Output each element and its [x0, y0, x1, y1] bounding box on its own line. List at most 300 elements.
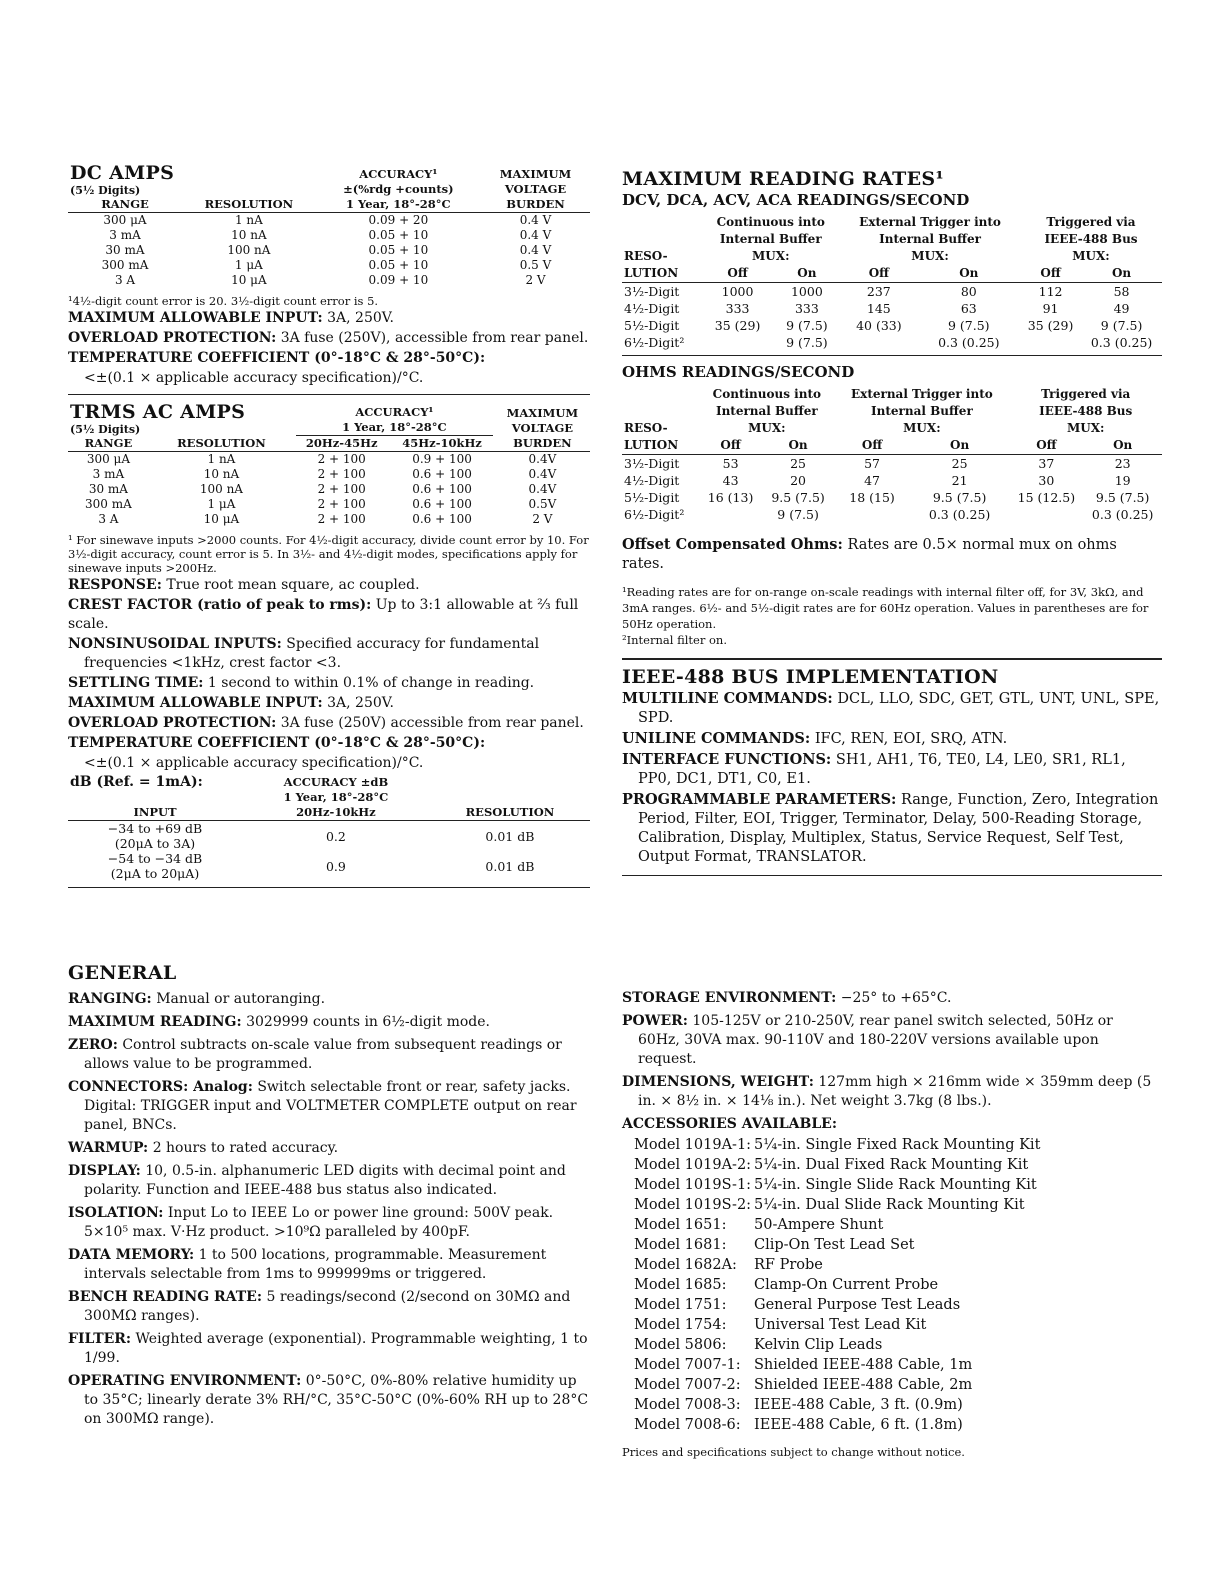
table-row [622, 317, 1162, 334]
item-label: MAXIMUM READING: [68, 1014, 242, 1030]
grp-hdr: External Trigger into [851, 387, 993, 401]
cell-a1: 2 + 100 [317, 467, 366, 481]
acc-hdr-line: ±(%rdg +counts) [343, 182, 454, 196]
accessory-model: Model 1019A-2: [634, 1157, 752, 1173]
item-value: Manual or autoranging. [156, 991, 326, 1007]
max-hdr-line: VOLTAGE [511, 421, 574, 435]
accessory-model: Model 1751: [634, 1297, 727, 1313]
ac-temp-coeff: TEMPERATURE COEFFICIENT (0°-18°C & 28°-50°C): [68, 735, 486, 751]
cell-a2: 0.9 + 100 [412, 452, 472, 466]
on-hdr: On [1113, 438, 1133, 452]
col-range: RANGE [68, 436, 149, 452]
table-row [68, 228, 590, 243]
grp-hdr: Internal Buffer [715, 404, 818, 418]
cell-range: 30 mA [105, 243, 145, 257]
cell-rate: 9.5 (7.5) [1095, 490, 1150, 505]
accessory-desc: Kelvin Clip Leads [754, 1337, 883, 1353]
accessories-label: ACCESSORIES AVAILABLE: [622, 1116, 838, 1132]
general-item [622, 1012, 1152, 1069]
cell-rate: 0.3 (0.25) [938, 335, 1000, 350]
cell-rate: 16 (13) [707, 490, 754, 505]
general-title: GENERAL [68, 962, 177, 984]
item-value: 3029999 counts in 6½-digit mode. [246, 1014, 490, 1030]
db-label: dB (Ref. = 1mA): [70, 774, 203, 790]
ieee-item [622, 729, 1162, 749]
grp-hdr: Internal Buffer [879, 232, 981, 246]
rates-note2: ²Internal filter on. [622, 633, 727, 647]
cell-rate: 9 (7.5) [948, 318, 990, 333]
accessory-model: Model 1019S-2: [634, 1197, 752, 1213]
general-item [68, 990, 590, 1009]
grp-hdr: Triggered via [1041, 387, 1131, 401]
on-hdr: On [959, 266, 979, 280]
table-row [68, 243, 590, 258]
divider [622, 658, 1162, 660]
accessory-desc: Clamp-On Current Probe [754, 1277, 939, 1293]
cell-a2: 0.6 + 100 [412, 512, 472, 526]
cell-acc: 0.09 + 20 [368, 213, 429, 227]
accessory-desc: General Purpose Test Leads [754, 1297, 961, 1313]
acc-hdr-line: ACCURACY¹ [355, 405, 434, 419]
cell-a2: 0.6 + 100 [412, 497, 472, 511]
cell-acc: 0.05 + 10 [368, 228, 429, 242]
accessory-item [622, 1395, 1152, 1415]
item-value: 127mm high × 216mm wide × 359mm deep (5 in. × 8½ in. × 14⅛ in.). Net weight 3.7kg (8 lbs.). [638, 1074, 1152, 1109]
db-acc-hdr: ACCURACY ±dB [283, 775, 389, 789]
ieee-list [622, 689, 1162, 867]
accessory-desc: Shielded IEEE-488 Cable, 1m [754, 1357, 973, 1373]
table-row [68, 851, 590, 881]
item-value: 0°-50°C, 0%-80% relative humidity up to 35°C; linearly derate 3% RH/°C, 35°C-50°C (0%-60% RH up to 28°C on 300MΩ range). [84, 1373, 589, 1427]
accessory-model: Model 1019S-1: [634, 1177, 752, 1193]
item-value: 105-125V or 210-250V, rear panel switch selected, 50Hz or 60Hz, 30VA max. 90-110V and 180-220V versions available upon request. [638, 1013, 1113, 1067]
cell-res: 100 nA [199, 482, 243, 496]
cell-burden: 0.5 V [519, 258, 552, 272]
cell-burden: 2 V [525, 273, 546, 287]
cell-resolution: 5½-Digit [624, 318, 680, 333]
footer-note: Prices and specifications subject to change without notice. [622, 1445, 965, 1459]
ac-max-input: MAXIMUM ALLOWABLE INPUT: 3A, 250V. [68, 695, 394, 711]
ac-response: RESPONSE: True root mean square, ac coupled. [68, 577, 420, 593]
col-freq2: 45Hz-10kHz [389, 436, 494, 452]
general-right [622, 988, 1152, 1459]
ac-settling: SETTLING TIME: 1 second to within 0.1% of change in reading. [68, 675, 535, 691]
cell-resolution: 4½-Digit [624, 301, 680, 316]
accessory-desc: 5¼-in. Dual Fixed Rack Mounting Kit [754, 1157, 1029, 1173]
cell-rate: 9.5 (7.5) [771, 490, 825, 505]
cell-resolution: 6½-Digit² [624, 335, 685, 350]
accessory-model: Model 7007-1: [634, 1357, 741, 1373]
table-row [622, 300, 1162, 317]
item-value: Switch selectable front or rear, safety jacks. Digital: TRIGGER input and VOLTMETER COMPLETE output on rear panel, BNCs. [84, 1079, 577, 1133]
general-item [68, 1078, 590, 1135]
item-value: 5 readings/second (2/second on 30MΩ and 300MΩ ranges). [84, 1289, 571, 1324]
col-input: INPUT [68, 805, 242, 821]
table-row [622, 472, 1162, 489]
cell-acc: 0.09 + 10 [368, 273, 429, 287]
grp-hdr: IEEE-488 Bus [1039, 404, 1133, 418]
item-label: DIMENSIONS, WEIGHT: [622, 1074, 814, 1090]
cell-rate: 112 [1038, 284, 1063, 299]
ac-temp-value: <±(0.1 × applicable accuracy specification)/°C. [84, 755, 424, 771]
cell-rate: 25 [790, 456, 807, 471]
off-hdr: Off [720, 438, 741, 452]
dc-footnote: ¹4½-digit count error is 20. 3½-digit count error is 5. [68, 294, 379, 308]
mux-hdr: MUX: [903, 421, 941, 435]
cell-res: 0.01 dB [485, 858, 535, 874]
item-label: WARMUP: [68, 1140, 149, 1156]
cell-rate: 91 [1042, 301, 1059, 316]
item-value: Control subtracts on-scale value from subsequent readings or allows value to be programmed. [84, 1037, 562, 1072]
input-line: (2μA to 20μA) [110, 866, 200, 881]
grp-hdr: External Trigger into [859, 215, 1001, 229]
accessory-model: Model 7008-3: [634, 1397, 741, 1413]
ac-footnote: ¹ For sinewave inputs >2000 counts. For 4½-digit accuracy, divide count error by 10. For 3½-digit accuracy, count error is 5. In 3½- and 4½-digit modes, specifications apply for sinewave inputs >200Hz. [68, 533, 589, 575]
cell-res: 1 μA [207, 497, 236, 511]
accessories-list [622, 1135, 1152, 1435]
on-hdr: On [788, 438, 808, 452]
ac-overload: OVERLOAD PROTECTION: 3A fuse (250V) accessible from rear panel. [68, 715, 584, 731]
cell-res: 10 μA [231, 273, 267, 287]
cell-rate: 0.3 (0.25) [1091, 507, 1154, 522]
cell-rate: 63 [960, 301, 977, 316]
acc-hdr-line: ACCURACY¹ [359, 167, 438, 181]
db-table [68, 775, 590, 881]
cell-rate: 333 [725, 301, 750, 316]
dc-amps-section [68, 162, 590, 388]
accessory-desc: 5¼-in. Single Slide Rack Mounting Kit [754, 1177, 1037, 1193]
general-item [68, 1013, 590, 1032]
item-label: STORAGE ENVIRONMENT: [622, 990, 837, 1006]
cell-rate: 0.3 (0.25) [928, 507, 991, 522]
accessory-desc: Universal Test Lead Kit [754, 1317, 927, 1333]
mux-hdr: MUX: [1072, 249, 1110, 263]
dc-temp-value: <±(0.1 × applicable accuracy specification)/°C. [84, 370, 424, 386]
accessory-item [622, 1255, 1152, 1275]
table-row [68, 452, 590, 468]
cell-range: 300 mA [101, 258, 149, 272]
cell-rate: 1000 [721, 284, 754, 299]
item-label: ISOLATION: [68, 1205, 164, 1221]
cell-rate: 35 (29) [1027, 318, 1074, 333]
cell-a1: 2 + 100 [317, 512, 366, 526]
divider [622, 875, 1162, 876]
off-hdr: Off [727, 266, 748, 280]
cell-rate [1020, 334, 1081, 351]
cell-range: 3 mA [109, 228, 141, 242]
db-acc-hdr: 20Hz-10kHz [242, 805, 430, 821]
offset-ohms: Offset Compensated Ohms: Rates are 0.5× normal mux on ohms rates. [622, 536, 1117, 572]
general-item [68, 1246, 590, 1284]
db-acc-hdr: 1 Year, 18°-28°C [283, 790, 389, 804]
grp-hdr: Internal Buffer [719, 232, 822, 246]
cell-rate: 237 [866, 284, 891, 299]
item-label: DISPLAY: [68, 1163, 141, 1179]
accessory-item [622, 1415, 1152, 1435]
grp-hdr: Continuous into [712, 387, 821, 401]
cell-a1: 2 + 100 [317, 452, 366, 466]
item-value: SH1, AH1, T6, TE0, L4, LE0, SR1, RL1, PP0, DC1, DT1, C0, E1. [638, 752, 1126, 787]
dc-amps-table [68, 162, 590, 288]
item-label: UNILINE COMMANDS: [622, 730, 811, 747]
table-row [68, 482, 590, 497]
on-hdr: On [797, 266, 817, 280]
cell-burden: 0.4 V [519, 228, 552, 242]
right-column [622, 168, 1162, 876]
accessory-item [622, 1155, 1152, 1175]
cell-rate: 0.3 (0.25) [1090, 335, 1153, 350]
db-section [68, 775, 590, 888]
cell-rate: 43 [722, 473, 739, 488]
table-row [622, 455, 1162, 473]
accessory-desc: 50-Ampere Shunt [754, 1217, 884, 1233]
cell-burden: 0.4 V [519, 213, 552, 227]
acc-hdr-line: 1 Year, 18°-28°C [316, 197, 481, 213]
cell-rate: 9 (7.5) [786, 335, 828, 350]
cell-input [68, 851, 242, 881]
accessory-desc: RF Probe [754, 1257, 823, 1273]
grp-hdr: Triggered via [1046, 215, 1136, 229]
ac-crest: CREST FACTOR (ratio of peak to rms): Up to 3:1 allowable at ⅔ full scale. [68, 597, 579, 632]
item-value: Weighted average (exponential). Programmable weighting, 1 to 1/99. [84, 1331, 588, 1366]
col-resolution: RESOLUTION [182, 197, 316, 213]
cell-resolution: 3½-Digit [624, 284, 680, 299]
ieee-title: IEEE-488 BUS IMPLEMENTATION [622, 666, 999, 688]
accessory-desc: IEEE-488 Cable, 3 ft. (0.9m) [754, 1397, 963, 1413]
accessory-item [622, 1215, 1152, 1235]
accessory-item [622, 1275, 1152, 1295]
table-row [68, 258, 590, 273]
mux-hdr: MUX: [748, 421, 786, 435]
cell-resolution: 6½-Digit² [624, 507, 685, 522]
rates-subtitle-dc: DCV, DCA, ACV, ACA READINGS/SECOND [622, 191, 970, 209]
general-right-list [622, 989, 1152, 1111]
item-value: 1 to 500 locations, programmable. Measurement intervals selectable from 1ms to 999999ms or triggered. [84, 1247, 547, 1282]
ac-amps-title: TRMS AC AMPS [70, 401, 246, 423]
rates-table-ohms [622, 386, 1162, 523]
item-label: INTERFACE FUNCTIONS: [622, 751, 832, 768]
cell-range: 30 mA [88, 482, 128, 496]
cell-range: 3 A [98, 512, 119, 526]
divider [68, 887, 590, 888]
accessory-desc: 5¼-in. Dual Slide Rack Mounting Kit [754, 1197, 1025, 1213]
cell-rate: 1000 [790, 284, 823, 299]
max-hdr-line: MAXIMUM [499, 167, 572, 181]
rates-title: MAXIMUM READING RATES¹ [622, 168, 944, 190]
cell-rate [701, 334, 773, 351]
cell-rate: 23 [1114, 456, 1131, 471]
general-item [68, 1036, 590, 1074]
table-row [622, 506, 1162, 523]
accessory-item [622, 1135, 1152, 1155]
grp-hdr: Continuous into [716, 215, 825, 229]
cell-rate [840, 334, 918, 351]
item-value: 2 hours to rated accuracy. [152, 1140, 339, 1156]
accessory-item [622, 1375, 1152, 1395]
item-label: ZERO: [68, 1037, 118, 1053]
cell-acc: 0.05 + 10 [368, 243, 429, 257]
cell-a2: 0.6 + 100 [412, 467, 472, 481]
cell-res: 1 nA [234, 213, 263, 227]
cell-rate: 40 (33) [856, 318, 902, 333]
cell-burden: 0.4V [528, 482, 557, 496]
cell-rate: 20 [790, 473, 807, 488]
accessory-item [622, 1295, 1152, 1315]
cell-burden: 2 V [532, 512, 553, 526]
cell-range: 300 μA [86, 452, 130, 466]
cell-rate [1009, 506, 1083, 523]
table-row [622, 283, 1162, 301]
max-hdr-line: BURDEN [495, 436, 590, 452]
col-resolution: RESOLUTION [430, 805, 590, 821]
cell-rate: 145 [866, 301, 891, 316]
cell-res: 10 μA [203, 512, 240, 526]
ac-amps-table [68, 401, 590, 527]
cell-rate: 37 [1038, 456, 1055, 471]
dc-max-input: MAXIMUM ALLOWABLE INPUT: 3A, 250V. [68, 310, 394, 326]
off-hdr: Off [861, 438, 883, 452]
col-range: RANGE [68, 197, 182, 213]
divider [68, 394, 590, 395]
item-label: BENCH READING RATE: [68, 1289, 263, 1305]
cell-resolution: 5½-Digit [624, 490, 680, 505]
cell-rate: 18 (15) [849, 490, 895, 505]
cell-rate: 21 [951, 473, 968, 488]
cell-range: 3 A [114, 273, 136, 287]
general-item [68, 1330, 590, 1368]
item-value: IFC, REN, EOI, SRQ, ATN. [814, 731, 1008, 747]
item-value: Input Lo to IEEE Lo or power line ground: 500V peak. 5×10⁵ max. V·Hz product. >10⁹Ω paralleled by 400pF. [84, 1205, 554, 1240]
cell-rate [699, 506, 761, 523]
table-row [68, 821, 590, 852]
general-item [68, 1288, 590, 1326]
accessory-model: Model 1682A: [634, 1257, 737, 1273]
accessory-desc: 5¼-in. Single Fixed Rack Mounting Kit [754, 1137, 1041, 1153]
table-row [622, 489, 1162, 506]
dc-overload: OVERLOAD PROTECTION: 3A fuse (250V), accessible from rear panel. [68, 330, 589, 346]
item-label: RANGING: [68, 991, 152, 1007]
table-row [68, 497, 590, 512]
mux-hdr: MUX: [911, 249, 949, 263]
divider [622, 355, 1162, 356]
table-row [622, 334, 1162, 351]
max-hdr-line: BURDEN [481, 197, 590, 213]
cell-range: 300 mA [85, 497, 132, 511]
cell-res: 1 nA [207, 452, 236, 466]
item-label: OPERATING ENVIRONMENT: [68, 1373, 302, 1389]
accessory-item [622, 1235, 1152, 1255]
accessory-item [622, 1195, 1152, 1215]
dc-temp-coeff: TEMPERATURE COEFFICIENT (0°-18°C & 28°-50°C): [68, 350, 486, 366]
mux-hdr: MUX: [1066, 421, 1105, 435]
cell-acc: 0.9 [325, 858, 346, 874]
item-value: 10, 0.5-in. alphanumeric LED digits with decimal point and polarity. Function and IEEE-488 bus status also indicated. [84, 1163, 566, 1198]
left-column [68, 162, 590, 888]
item-value: −25° to +65°C. [840, 990, 952, 1006]
accessory-desc: Shielded IEEE-488 Cable, 2m [754, 1377, 973, 1393]
col-freq1: 20Hz-45Hz [294, 436, 389, 452]
cell-res: 0.01 dB [485, 828, 535, 844]
accessory-model: Model 1019A-1: [634, 1137, 752, 1153]
cell-rate [834, 506, 909, 523]
ieee-item [622, 689, 1162, 728]
item-label: PROGRAMMABLE PARAMETERS: [622, 791, 897, 808]
cell-rate: 35 (29) [714, 318, 761, 333]
cell-a1: 2 + 100 [317, 497, 366, 511]
grp-hdr: Internal Buffer [871, 404, 973, 418]
cell-burden: 0.4 V [519, 243, 552, 257]
rates-table-dc [622, 214, 1162, 351]
ac-amps-section [68, 401, 590, 773]
general-item [622, 1073, 1152, 1111]
item-value: DCL, LLO, SDC, GET, GTL, UNT, UNL, SPE, SPD. [638, 691, 1160, 726]
cell-acc: 0.05 + 10 [368, 258, 429, 272]
accessory-desc: IEEE-488 Cable, 6 ft. (1.8m) [754, 1417, 963, 1433]
grp-hdr: IEEE-488 Bus [1044, 232, 1138, 246]
reso-hdr: RESO- [624, 249, 668, 263]
general-left [68, 962, 590, 1433]
cell-a1: 2 + 100 [317, 482, 366, 496]
general-left-list [68, 990, 590, 1429]
cell-a2: 0.6 + 100 [412, 482, 472, 496]
cell-burden: 0.4V [528, 467, 557, 481]
input-line: (20μA to 3A) [114, 836, 196, 851]
cell-rate: 15 (12.5) [1017, 490, 1076, 505]
item-value: Range, Function, Zero, Integration Period, Filter, EOI, Trigger, Terminator, Delay, 500-Reading Storage, Calibration, Display, Multiplex, Status, Service Request, Self Test, Output Format, TRANSLATOR. [638, 792, 1159, 865]
cell-rate: 57 [864, 456, 880, 471]
reso-hdr: RESO- [624, 421, 668, 435]
accessory-desc: Clip-On Test Lead Set [754, 1237, 915, 1253]
cell-rate: 9 (7.5) [777, 507, 819, 522]
cell-burden: 0.4V [528, 452, 557, 466]
accessory-item [622, 1315, 1152, 1335]
input-line: −54 to −34 dB [107, 851, 203, 866]
accessory-model: Model 5806: [634, 1337, 727, 1353]
accessory-item [622, 1335, 1152, 1355]
accessory-model: Model 1754: [634, 1317, 727, 1333]
cell-res: 10 nA [231, 228, 267, 242]
table-row [68, 273, 590, 288]
mux-hdr: MUX: [752, 249, 790, 263]
ac-amps-subtitle: (5½ Digits) [70, 423, 141, 436]
on-hdr: On [1111, 266, 1132, 280]
accessory-model: Model 7007-2: [634, 1377, 741, 1393]
general-item [68, 1372, 590, 1429]
cell-resolution: 3½-Digit [624, 456, 680, 471]
cell-rate: 9 (7.5) [1100, 318, 1143, 333]
dc-amps-subtitle: (5½ Digits) [70, 184, 141, 197]
cell-burden: 0.5V [528, 497, 557, 511]
accessory-model: Model 7008-6: [634, 1417, 741, 1433]
reso-hdr: LUTION [624, 438, 679, 452]
on-hdr: On [950, 438, 970, 452]
item-label: DATA MEMORY: [68, 1247, 195, 1263]
cell-rate: 19 [1114, 473, 1131, 488]
off-hdr: Off [1040, 266, 1061, 280]
cell-resolution: 4½-Digit [624, 473, 680, 488]
cell-rate: 333 [794, 301, 819, 316]
cell-rate: 80 [960, 284, 977, 299]
rates-subtitle-ohms: OHMS READINGS/SECOND [622, 363, 855, 381]
ac-nonsin: NONSINUSOIDAL INPUTS: Specified accuracy for fundamental frequencies <1kHz, crest factor <3. [68, 636, 540, 671]
cell-rate: 30 [1038, 473, 1055, 488]
cell-range: 3 mA [92, 467, 125, 481]
input-line: −34 to +69 dB [107, 821, 203, 836]
max-hdr-line: VOLTAGE [504, 182, 567, 196]
general-item [68, 1204, 590, 1242]
general-item [68, 1162, 590, 1200]
accessory-model: Model 1651: [634, 1217, 727, 1233]
